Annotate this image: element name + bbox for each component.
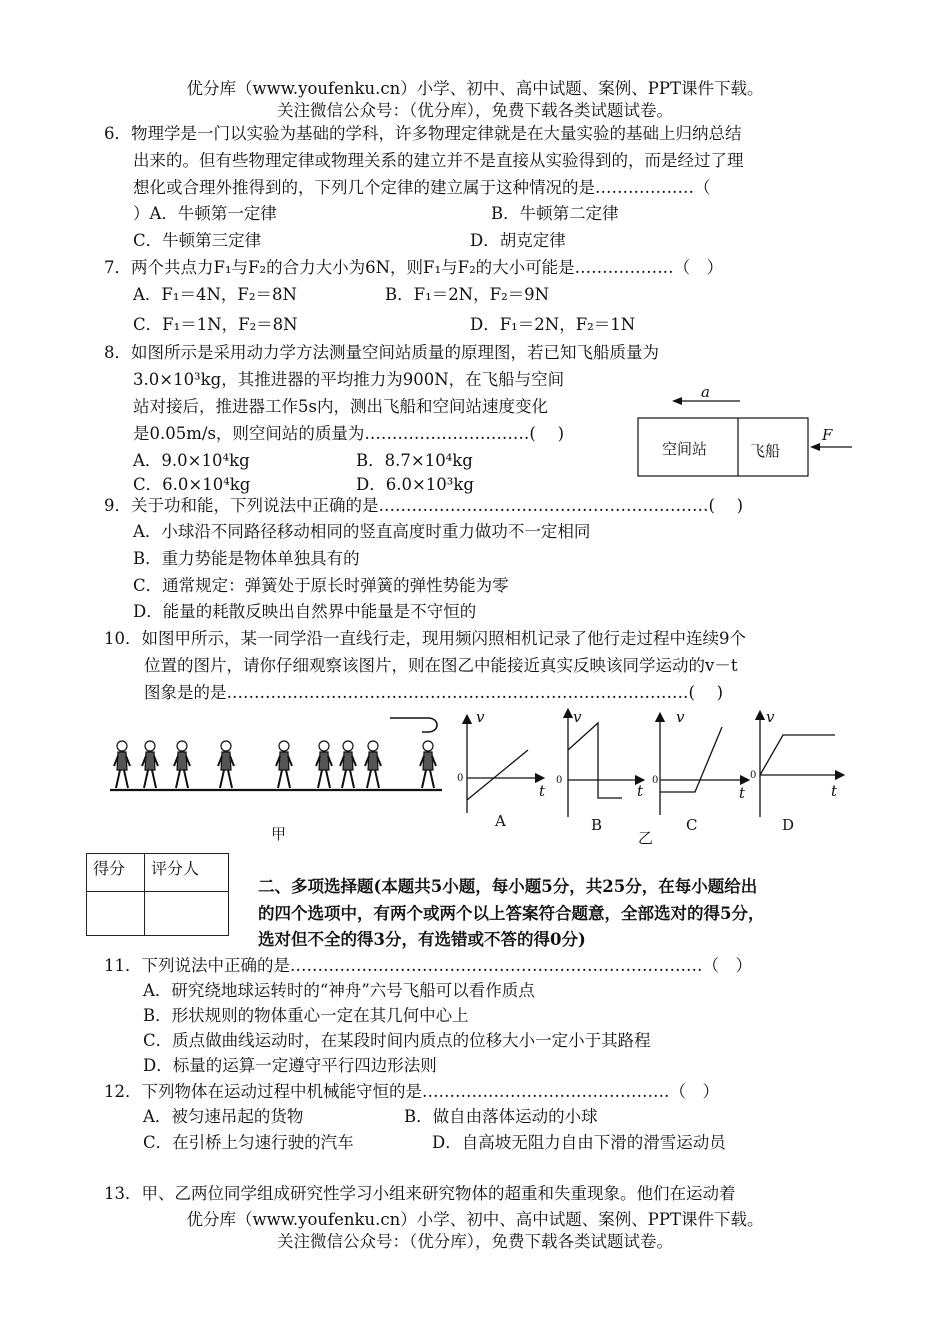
walking-person-figure	[316, 741, 332, 788]
walking-person-photo-strip	[110, 710, 445, 800]
walking-person-figure	[365, 741, 381, 788]
q11-line-1: 11．下列说法中正确的是…………………………………………………………………（ ）	[104, 956, 752, 975]
score-table	[86, 853, 229, 936]
graph-d-line	[760, 735, 835, 775]
walking-person-figure	[276, 741, 292, 788]
graph-d-t-label: t	[831, 782, 838, 800]
q8-option-a: A．9.0×10⁴kg	[133, 451, 250, 470]
q10-line-2: 位置的图片，请你仔细观察该图片，则在图乙中能接近真实反映该同学运动的v－t	[144, 656, 738, 675]
score-cell[interactable]	[87, 892, 145, 936]
grader-cell[interactable]	[145, 892, 229, 936]
label-yi: 乙	[638, 829, 654, 847]
q6-option-d: D．胡克定律	[470, 231, 566, 250]
q6-line-1: 6．物理学是一门以实验为基础的学科，许多物理定律就是在大量实验的基础上归纳总结	[104, 124, 742, 143]
label-a: a	[701, 383, 710, 401]
q12-line-1: 12．下列物体在运动过程中机械能守恒的是………………………………………（ ）	[104, 1082, 719, 1101]
walking-person-figure	[114, 741, 130, 788]
graph-a	[467, 719, 540, 813]
q6-option-b: B．牛顿第二定律	[491, 204, 619, 223]
label-jia: 甲	[271, 825, 287, 843]
graph-c-v-label: v	[676, 708, 685, 726]
section2-line-3: 选对但不全的得3分，有选错或不答的得0分)	[258, 930, 586, 949]
graph-a-origin: 0	[457, 773, 464, 784]
footer-line-1: 优分库（www.youfenku.cn）小学、初中、高中试题、案例、PPT课件下载。	[186, 1210, 764, 1229]
graph-b-caption: B	[591, 816, 603, 834]
header-line-2: 关注微信公众号：（优分库），免费下载各类试题试卷。	[277, 101, 673, 120]
q12-option-c: C．在引桥上匀速行驶的汽车	[143, 1133, 354, 1152]
q7-option-a: A．F₁＝4N，F₂＝8N	[133, 285, 297, 304]
graph-c-origin: 0	[652, 775, 659, 786]
graph-c-t-label: t	[739, 784, 746, 802]
q11-option-b: B．形状规则的物体重心一定在其几何中心上	[143, 1006, 469, 1025]
q7-option-c: C．F₁＝1N，F₂＝8N	[133, 315, 298, 334]
q11-option-a: A．研究绕地球运转时的“神舟”六号飞船可以看作质点	[143, 981, 535, 1000]
q10-line-3: 图象是的是…………………………………………………………………………( )	[144, 683, 724, 702]
q9-option-d: D．能量的耗散反映出自然界中能量是不守恒的	[133, 602, 477, 621]
grader-header: 评分人	[145, 854, 229, 892]
label-force-f: F	[822, 426, 833, 444]
q8-line-1: 8．如图所示是采用动力学方法测量空间站质量的原理图，若已知飞船质量为	[104, 343, 659, 362]
footer-line-2: 关注微信公众号：（优分库），免费下载各类试题试卷。	[277, 1232, 673, 1251]
graph-a-t-label: t	[539, 782, 546, 800]
q6-option-c: C．牛顿第三定律	[133, 231, 262, 250]
q6-line-2: 出来的。但有些物理定律或物理关系的建立并不是直接从实验得到的，而是经过了理	[133, 151, 744, 170]
label-space-station: 空间站	[662, 440, 708, 458]
graph-b-origin: 0	[556, 775, 563, 786]
graph-d	[760, 715, 840, 817]
q9-line-1: 9．关于功和能，下列说法中正确的是……………………………………………………( )	[104, 496, 744, 515]
walking-person-figure	[420, 741, 436, 788]
q9-option-c: C．通常规定：弹簧处于原长时弹簧的弹性势能为零	[133, 576, 509, 595]
graph-c-caption: C	[686, 816, 698, 834]
acceleration-arrowhead	[672, 397, 682, 405]
q7-line-1: 7．两个共点力F₁与F₂的合力大小为6N，则F₁与F₂的大小可能是………………（ ）	[104, 258, 724, 277]
q11-option-d: D．标量的运算一定遵守平行四边形法则	[143, 1056, 437, 1075]
q12-option-a: A．被匀速吊起的货物	[143, 1107, 304, 1126]
q8-option-c: C．6.0×10⁴kg	[133, 475, 251, 494]
graph-d-origin: 0	[750, 770, 757, 781]
graph-a-line	[467, 750, 528, 800]
q13-line-1: 13．甲、乙两位同学组成研究性学习小组来研究物体的超重和失重现象。他们在运动着	[104, 1184, 736, 1203]
q7-option-d: D．F₁＝2N，F₂＝1N	[470, 315, 636, 334]
q12-option-b: B．做自由落体运动的小球	[404, 1107, 598, 1126]
q9-option-b: B．重力势能是物体单独具有的	[133, 549, 360, 568]
graph-b-v-label: v	[573, 708, 582, 726]
thrust-arrowhead	[810, 443, 820, 451]
q8-line-4: 是0.05m/s，则空间站的质量为…………………………( )	[133, 424, 565, 443]
graph-b-line	[568, 723, 622, 798]
section2-line-2: 的四个选项中，有两个或两个以上答案符合题意，全部选对的得5分，	[258, 904, 765, 923]
section2-line-1: 二、多项选择题(本题共5小题，每小题5分，共25分，在每小题给出	[258, 877, 758, 896]
q6-line-3: 想化或合理外推得到的，下列几个定律的建立属于这种情况的是………………（	[133, 178, 711, 197]
motion-curl	[422, 718, 437, 732]
vt-graphs	[450, 705, 850, 820]
q8-option-b: B．8.7×10⁴kg	[356, 451, 473, 470]
score-header: 得分	[87, 854, 145, 892]
graph-c-line	[660, 727, 722, 792]
walking-person-figure	[174, 741, 190, 788]
graph-d-v-label: v	[766, 708, 775, 726]
q9-option-a: A．小球沿不同路径移动相同的竖直高度时重力做功不一定相同	[133, 522, 591, 541]
walking-person-figure	[218, 741, 234, 788]
header-line-1: 优分库（www.youfenku.cn）小学、初中、高中试题、案例、PPT课件下载。	[186, 79, 764, 98]
label-spaceship: 飞船	[750, 442, 781, 460]
q10-line-1: 10．如图甲所示，某一同学沿一直线行走，现用频闪照相机记录了他行走过程中连续9个	[104, 629, 746, 648]
q7-option-b: B．F₁＝2N，F₂＝9N	[385, 285, 550, 304]
walking-person-figure	[142, 741, 158, 788]
walking-person-figure	[340, 741, 356, 788]
graph-b-t-label: t	[637, 782, 644, 800]
graph-d-caption: D	[782, 816, 795, 834]
q8-line-3: 站对接后，推进器工作5s内，测出飞船和空间站速度变化	[133, 397, 548, 416]
q8-option-d: D．6.0×10³kg	[356, 475, 474, 494]
graph-b	[568, 713, 640, 817]
q11-option-c: C．质点做曲线运动时，在某段时间内质点的位移大小一定小于其路程	[143, 1031, 651, 1050]
q12-option-d: D．自高坡无阻力自由下滑的滑雪运动员	[432, 1133, 726, 1152]
graph-a-caption: A	[495, 812, 506, 830]
q6-option-a: ）A．牛顿第一定律	[133, 204, 277, 223]
graph-c	[660, 717, 745, 815]
q8-line-2: 3.0×10³kg，其推进器的平均推力为900N，在飞船与空间	[133, 370, 565, 389]
graph-a-v-label: v	[476, 708, 485, 726]
